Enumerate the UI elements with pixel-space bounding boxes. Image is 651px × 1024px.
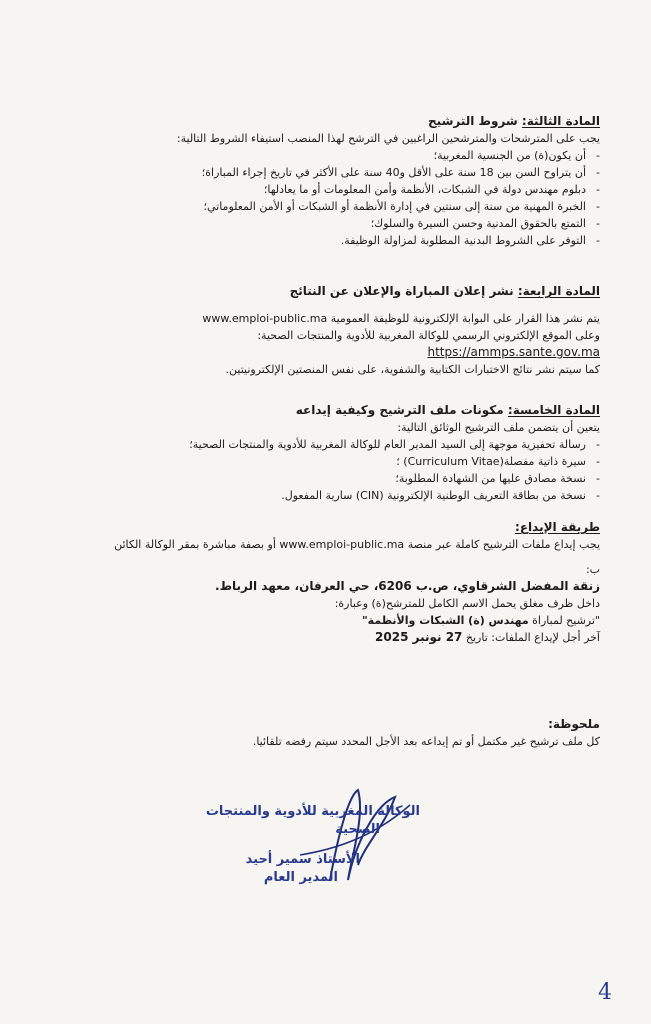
deposit-position-name: مهندس (ة) الشبكات والأنظمة" xyxy=(361,614,529,627)
stamp-agency-line-1: الوكالة المغربية للأدوية والمنتجات xyxy=(205,804,420,819)
deposit-line-1-b: أو بصفة مباشرة بمقر الوكالة الكائن xyxy=(114,538,276,551)
deposit-line-1-a: يجب إيداع ملفات الترشيح كاملة عبر منصة xyxy=(407,538,600,551)
deposit-section xyxy=(74,519,600,646)
article-3-title: المادة الثالثة: xyxy=(521,114,600,128)
note-section xyxy=(74,716,600,750)
deposit-deadline: 27 نونبر 2025 xyxy=(375,630,463,644)
deposit-line-4: داخل ظرف مغلق يحمل الاسم الكامل للمترشح(ة) وعبارة: xyxy=(334,597,600,610)
article-5-item: - نسخة مصادق عليها من الشهادة المطلوبة؛ xyxy=(74,470,600,487)
signature-block xyxy=(180,785,420,895)
article-3-item: - أن يكون(ة) من الجنسية المغربية؛ xyxy=(74,147,600,164)
deposit-heading xyxy=(74,519,600,536)
article-3-item: - التمتع بالحقوق المدنية وحسن السيرة والسلوك؛ xyxy=(74,215,600,232)
page-number: 4 xyxy=(598,980,612,1005)
article-5-title: المادة الخامسة: xyxy=(507,403,600,417)
deposit-title: طريقة الإيداع: xyxy=(515,520,600,534)
article-5-item: - سيرة ذاتية مفصلة(Curriculum Vitae) ؛ xyxy=(74,453,600,470)
deposit-line-6 xyxy=(74,629,600,646)
deposit-line-1 xyxy=(74,536,600,553)
article-3-section xyxy=(74,113,600,249)
deposit-line-5-a: "ترشيح لمباراة xyxy=(532,614,600,627)
article-3-heading xyxy=(74,113,600,130)
note-title: ملحوظة: xyxy=(548,717,600,731)
article-4-title: المادة الرابعة: xyxy=(517,284,600,298)
article-4-heading xyxy=(74,283,600,300)
note-heading xyxy=(74,716,600,733)
article-3-subtitle: شروط الترشيح xyxy=(428,114,518,128)
article-5-item: - رسالة تحفيزية موجهة إلى السيد المدير العام للوكالة المغربية للأدوية والمنتجات الصحية؛ xyxy=(74,436,600,453)
stamp-director-role: المدير العام xyxy=(263,870,338,885)
note-text: كل ملف ترشيح غير مكتمل أو تم إيداعه بعد الأجل المحدد سيتم رفضه تلقائيا. xyxy=(252,735,600,748)
stamp-director-name: الأستاذ سمير أحيد xyxy=(245,852,360,867)
article-4-subtitle: نشر إعلان المباراة والإعلان عن النتائج xyxy=(289,284,514,298)
article-5-intro: يتعين أن يتضمن ملف الترشيح الوثائق التالية: xyxy=(397,421,600,434)
article-5-section xyxy=(74,402,600,504)
article-3-item: - أن يتراوح السن بين 18 سنة على الأقل و40 سنة على الأكثر في تاريخ إجراء المباراة؛ xyxy=(74,164,600,181)
emploi-public-url: www.emploi-public.ma xyxy=(202,312,328,325)
article-3-item: - دبلوم مهندس دولة في الشبكات، الأنظمة وأمن المعلومات أو ما يعادلها؛ xyxy=(74,181,600,198)
stamp-agency-line-2: الصحية xyxy=(335,822,380,837)
article-3-intro: يجب على المترشحات والمترشحين الراغبين في الترشح لهذا المنصب استيفاء الشروط التالية: xyxy=(176,132,600,145)
article-5-item: - نسخة من بطاقة التعريف الوطنية الإلكترونية (CIN) سارية المفعول. xyxy=(74,487,600,504)
article-5-heading xyxy=(74,402,600,419)
article-4-line-1 xyxy=(74,310,600,327)
article-5-subtitle: مكونات ملف الترشيح وكيفية إيداعه xyxy=(295,403,504,417)
article-3-item: - الخبرة المهنية من سنة إلى سنتين في إدارة الأنظمة أو الشبكات أو الأمن المعلوماتي؛ xyxy=(74,198,600,215)
deposit-address: زنقة المفضل الشرقاوي، ص.ب 6206، حي العرفان، معهد الرباط. xyxy=(215,579,600,593)
deposit-url: www.emploi-public.ma xyxy=(279,538,405,551)
article-4-line-1-text: يتم نشر هذا القرار على البوابة الإلكترونية للوظيفة العمومية xyxy=(330,312,600,325)
article-3-item: - التوفر على الشروط البدنية المطلوبة لمزاولة الوظيفة. xyxy=(74,232,600,249)
deposit-line-2: ب: xyxy=(585,563,600,576)
article-4-line-3: كما سيتم نشر نتائج الاختبارات الكتابية والشفوية، على نفس المنصتين الإلكترونيتين. xyxy=(225,363,600,376)
ammps-url-link[interactable]: https://ammps.sante.gov.ma xyxy=(427,345,600,359)
deposit-line-5 xyxy=(74,612,600,629)
deposit-line-6-a: آخر أجل لإيداع الملفات: تاريخ xyxy=(465,631,600,644)
article-4-line-2: وعلى الموقع الإلكتروني الرسمي للوكالة المغربية للأدوية والمنتجات الصحية: xyxy=(257,329,600,342)
article-4-section xyxy=(74,283,600,378)
